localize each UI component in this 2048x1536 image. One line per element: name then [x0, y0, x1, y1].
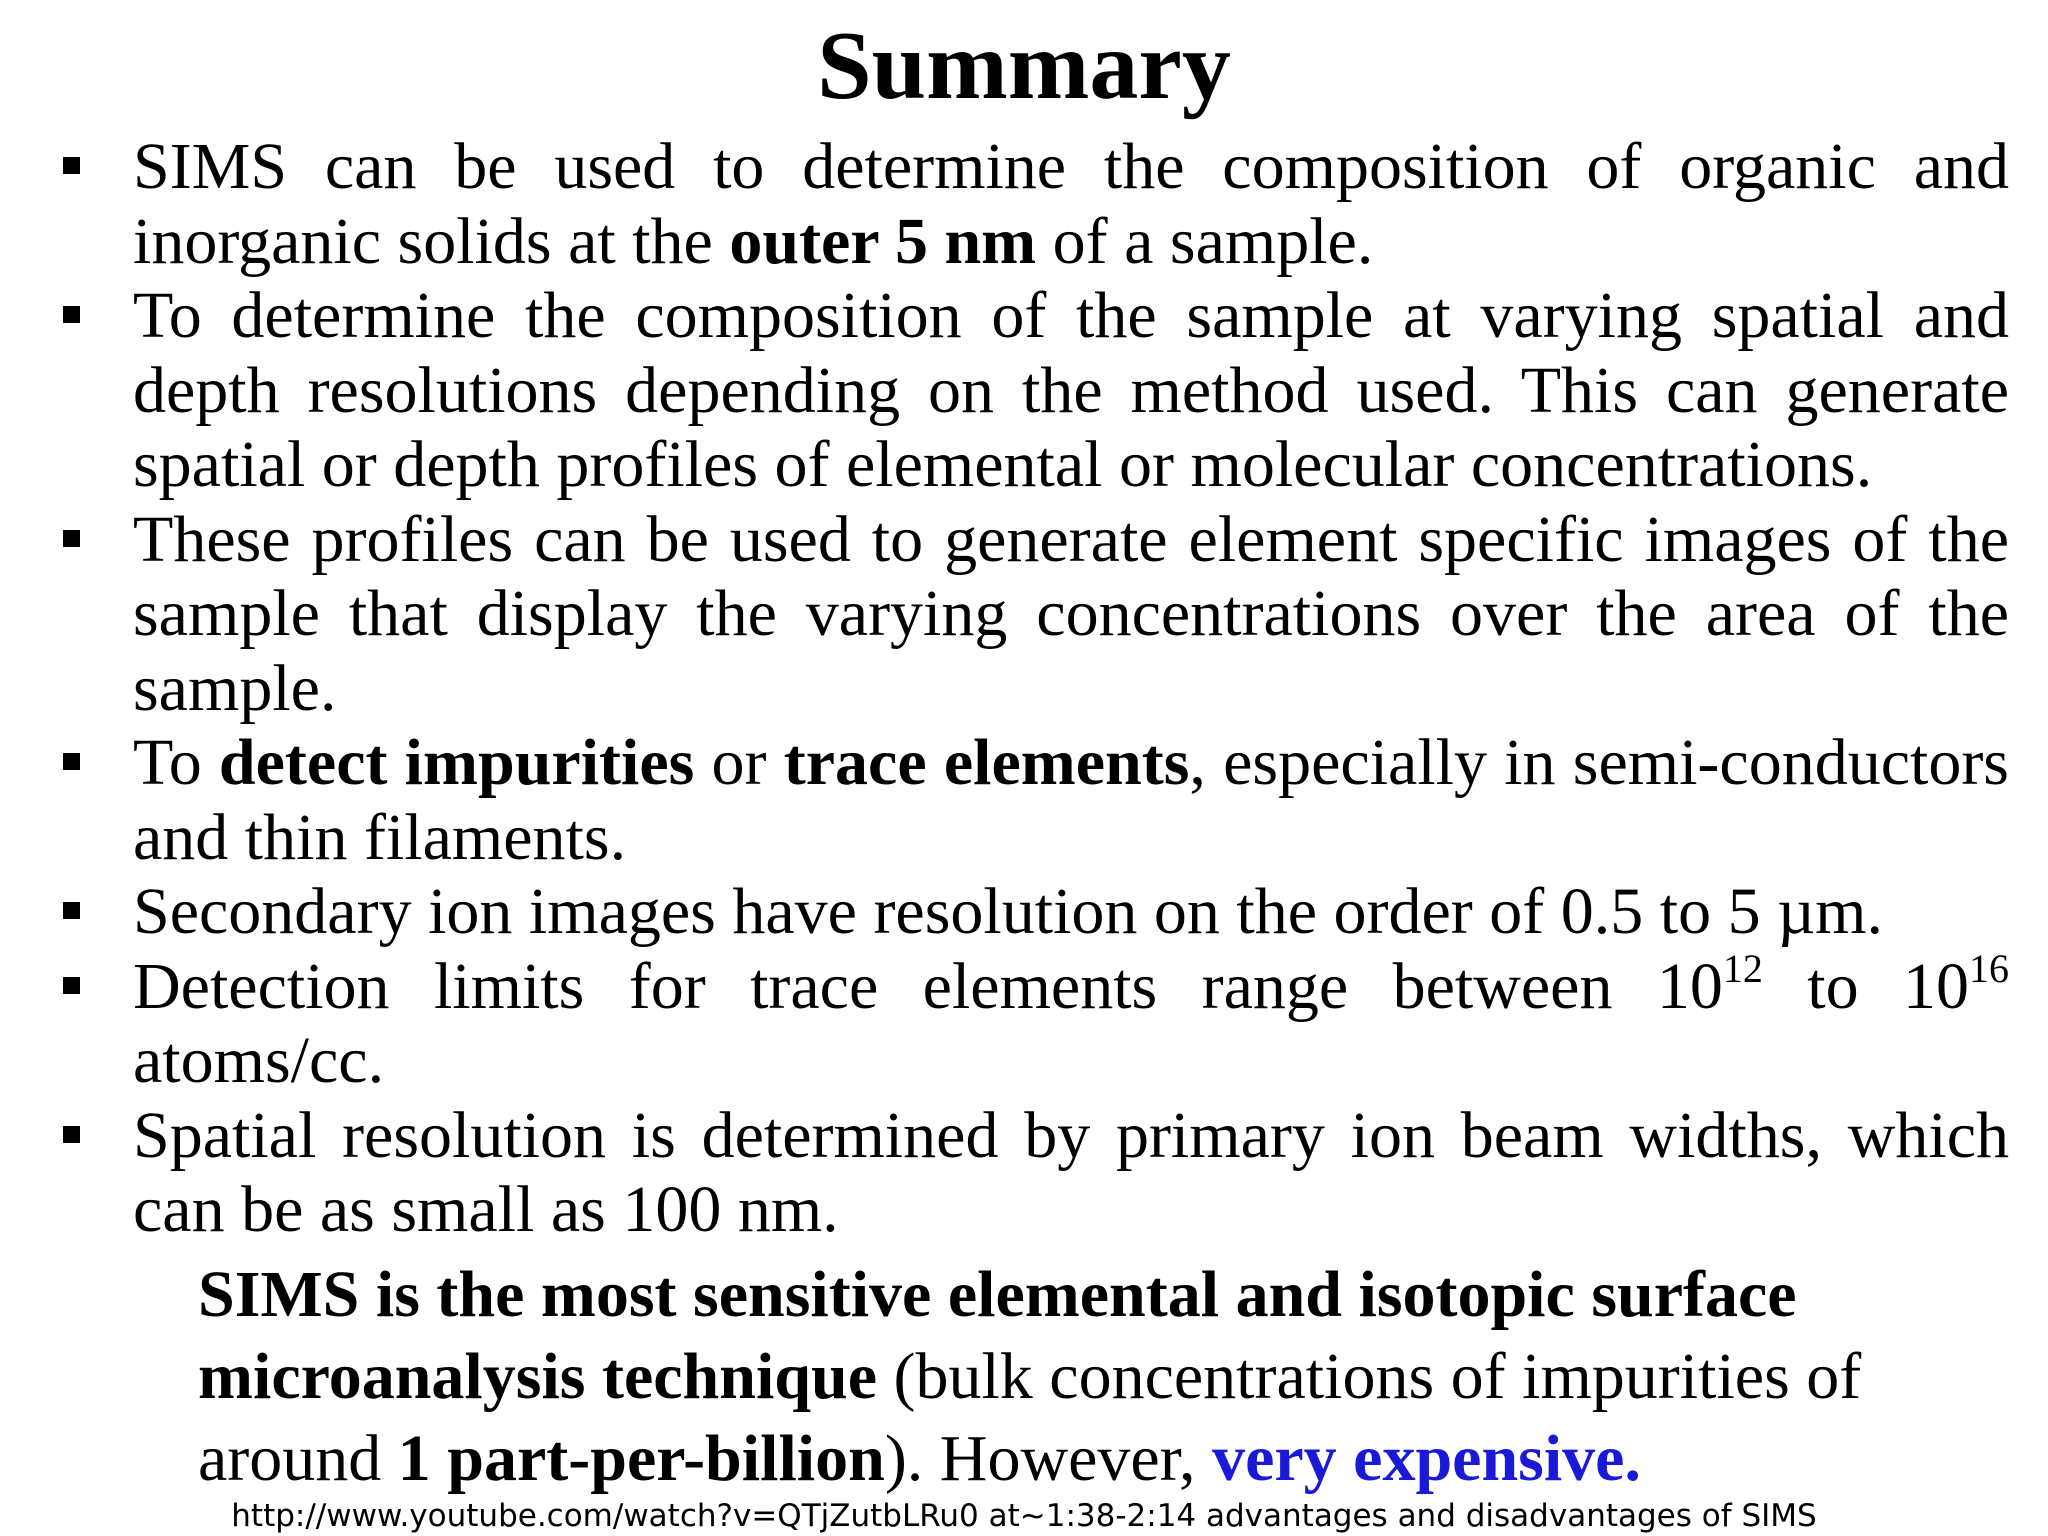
bullet-text — [133, 945, 2010, 1098]
bullet-item — [0, 945, 2010, 1099]
text-segment: , especially in semi-conductors and thin filaments. — [133, 726, 2009, 874]
bullet-item — [0, 130, 2009, 279]
bold-segment: outer 5 nm — [729, 204, 1037, 278]
square-bullet-icon — [63, 157, 80, 174]
square-bullet-icon — [63, 306, 80, 323]
conclusion-paragraph — [198, 1254, 1998, 1500]
square-bullet-icon — [63, 753, 80, 770]
text-segment: To determine the composition of the sample at varying spatial and depth resolutions depending on the method used. This can generate spatial or depth profiles of elemental or molecular concentrations. — [133, 279, 2009, 501]
text-segment: These profiles can be used to generate element specific images of the sample that display the varying concentrations over the area of the sample. — [133, 502, 2009, 725]
bold-segment: trace elements — [783, 726, 1190, 799]
superscript-exponent: 16 — [1969, 945, 2010, 991]
text-segment: Secondary ion images have resolution on the order of 0.5 to 5 µm. — [133, 875, 1883, 948]
text-segment: or — [694, 726, 784, 799]
conclusion-strong-text: SIMS is the most sensitive elemental and isotopic surface microanalysis technique — [198, 1258, 1797, 1413]
bullet-item — [0, 875, 2009, 950]
bullet-text — [133, 130, 2009, 278]
square-bullet-icon — [63, 1126, 80, 1143]
bullet-text — [133, 1099, 2009, 1247]
bold-segment: detect impurities — [218, 726, 695, 799]
slide-title: Summary — [817, 12, 1231, 120]
text-segment: To — [133, 726, 219, 799]
bullet-text — [133, 279, 2009, 501]
bullet-text — [133, 503, 2009, 725]
text-segment: of a sample. — [1036, 204, 1374, 278]
bullet-text — [133, 875, 1883, 948]
conclusion-ppb-text: 1 part-per-billion — [397, 1422, 885, 1495]
conclusion-highlight: very expensive. — [1212, 1422, 1641, 1495]
text-segment: to 10 — [1762, 949, 1970, 1023]
text-segment: atoms/cc. — [133, 1024, 385, 1097]
bullet-text — [133, 726, 2009, 874]
text-segment: SIMS can be used to determine the composition of organic and inorganic solids at the — [133, 130, 2009, 278]
text-segment: Spatial resolution is determined by primary ion beam widths, which can be as small as 100 nm. — [133, 1098, 2009, 1246]
bullet-item — [0, 1099, 2009, 1248]
superscript-exponent: 12 — [1722, 945, 1763, 991]
bullet-item — [0, 726, 2009, 875]
bullet-item — [0, 279, 2009, 503]
text-segment: Detection limits for trace elements range between 10 — [133, 949, 1723, 1023]
bullet-item — [0, 503, 2009, 727]
conclusion-text: ). However, — [884, 1422, 1213, 1495]
square-bullet-icon — [63, 530, 80, 547]
square-bullet-icon — [63, 902, 80, 919]
bullet-list — [0, 130, 2048, 1248]
square-bullet-icon — [63, 977, 80, 994]
conclusion-text: (bulk concentrations of impurities of around — [198, 1340, 1862, 1495]
source-link-line[interactable]: http://www.youtube.com/watch?v=QTjZutbLRu0 at~1:38-2:14 advantages and disadvantages of SIMS — [231, 1498, 1817, 1534]
